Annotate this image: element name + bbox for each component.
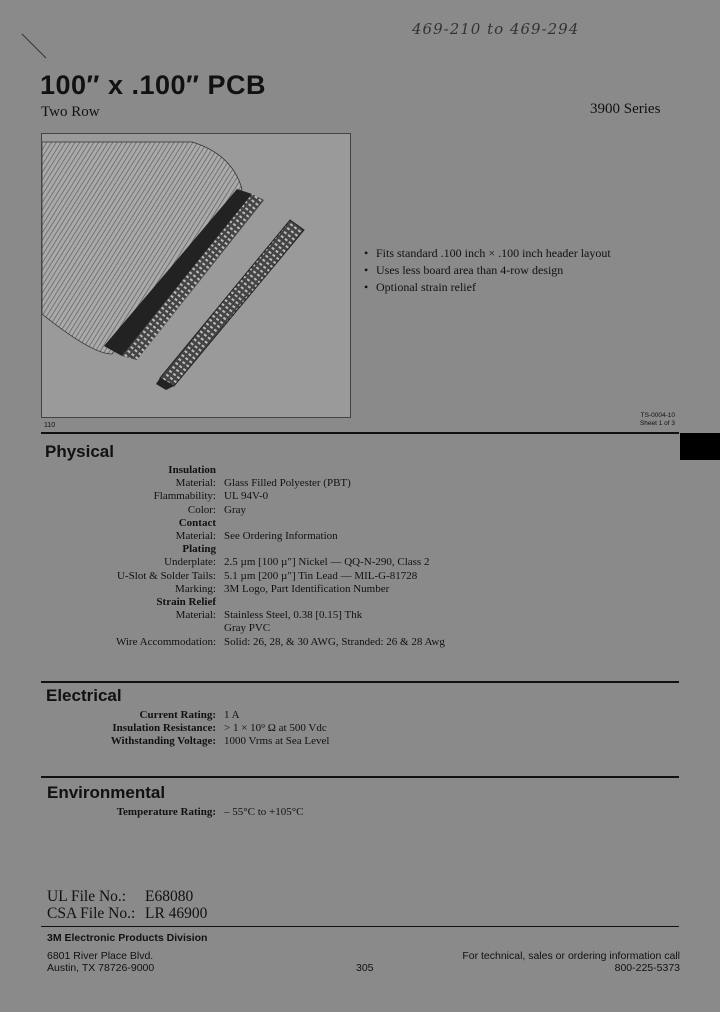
spec-label xyxy=(60,622,224,635)
spec-label: Wire Accommodation: xyxy=(115,635,216,648)
spec-label: Underplate: xyxy=(164,556,216,569)
spec-label: Insulation Resistance: xyxy=(112,722,216,735)
spec-row xyxy=(60,490,445,503)
environmental-heading: Environmental xyxy=(47,783,166,802)
spec-row xyxy=(60,570,445,583)
spec-group-heading: Contact xyxy=(178,516,216,529)
spec-value: 1000 Vrms at Sea Level xyxy=(224,735,330,748)
environmental-spec-table xyxy=(60,806,303,819)
spec-value xyxy=(224,517,445,530)
contact-phone: 800-225-5373 xyxy=(614,962,680,974)
spec-value: Stainless Steel, 0.38 [0.15] Thk xyxy=(224,609,363,622)
spec-label: Current Rating: xyxy=(139,709,216,721)
spec-label: Material: xyxy=(175,477,216,490)
spec-row xyxy=(60,636,445,649)
handwritten-note: 469-210 to 469-294 xyxy=(412,20,580,38)
spec-row xyxy=(60,806,303,819)
series-label: 3900 Series xyxy=(590,101,661,117)
spec-value: 2.5 µm [100 µ″] Nickel — QQ-N-290, Class 2 xyxy=(224,556,430,569)
spec-value: See Ordering Information xyxy=(224,530,338,543)
spec-label: Marking: xyxy=(175,582,216,595)
ul-file-value: E68080 xyxy=(145,888,194,905)
contact-text: For technical, sales or ordering information call xyxy=(462,950,680,962)
spec-row xyxy=(60,517,445,530)
electrical-heading: Electrical xyxy=(46,686,122,705)
page-subtitle: Two Row xyxy=(41,104,100,120)
feature-item: • Optional strain relief xyxy=(364,280,476,294)
spec-value: UL 94V-0 xyxy=(224,490,269,503)
ul-file-label: UL File No.: xyxy=(47,888,127,905)
section-rule xyxy=(41,776,679,778)
spec-value: Glass Filled Polyester (PBT) xyxy=(224,477,351,490)
spec-value xyxy=(224,543,445,556)
page-title: 100″ x .100″ PCB xyxy=(40,70,266,100)
spec-label: Material: xyxy=(175,530,216,543)
physical-spec-table xyxy=(60,464,445,649)
physical-heading: Physical xyxy=(45,442,114,461)
spec-label: Withstanding Voltage: xyxy=(110,735,216,748)
spec-value: > 1 × 10⁹ Ω at 500 Vdc xyxy=(224,722,327,735)
spec-group-heading: Insulation xyxy=(168,464,216,476)
spec-row xyxy=(60,530,445,543)
spec-row xyxy=(60,464,445,477)
spec-value: 5.1 µm [200 µ″] Tin Lead — MIL-G-81728 xyxy=(224,569,418,582)
spec-value: Solid: 26, 28, & 30 AWG, Stranded: 26 & 28 Awg xyxy=(224,635,445,648)
figure-number: 110 xyxy=(44,422,56,429)
footer-rule xyxy=(41,926,679,927)
bullet-icon: • xyxy=(364,280,369,294)
ts-reference xyxy=(640,412,675,428)
section-rule xyxy=(41,432,679,434)
spec-value: – 55°C to +105°C xyxy=(224,806,304,818)
feature-item: • Fits standard .100 inch × .100 inch header layout xyxy=(364,246,611,260)
spec-row xyxy=(60,722,329,735)
page-number: 305 xyxy=(356,962,374,974)
spec-value: Gray xyxy=(224,503,246,516)
csa-file-label: CSA File No.: xyxy=(47,905,136,922)
spec-row xyxy=(60,735,329,748)
spec-label: Flammability: xyxy=(153,490,216,503)
section-tab xyxy=(680,433,720,460)
csa-file-value: LR 46900 xyxy=(145,905,208,922)
spec-label: U-Slot & Solder Tails: xyxy=(117,569,216,582)
address-line-2: Austin, TX 78726-9000 xyxy=(47,962,155,974)
spec-value xyxy=(224,464,445,477)
product-photo xyxy=(41,133,351,418)
bullet-icon: • xyxy=(364,263,369,277)
spec-label: Temperature Rating: xyxy=(116,806,216,818)
spec-row xyxy=(60,583,445,596)
spec-value: Gray PVC xyxy=(224,622,271,635)
spec-row xyxy=(60,504,445,517)
spec-group-heading: Plating xyxy=(182,543,216,556)
file-numbers xyxy=(47,888,207,922)
spec-value: 3M Logo, Part Identification Number xyxy=(224,582,390,595)
division-name: 3M Electronic Products Division xyxy=(47,932,208,944)
electrical-spec-table xyxy=(60,709,329,749)
spec-row xyxy=(60,596,445,609)
spec-row xyxy=(60,622,445,635)
spec-label: Material: xyxy=(175,609,216,622)
spec-label: Color: xyxy=(187,503,216,516)
section-rule xyxy=(41,681,679,683)
ts-number: TS-0004-10 xyxy=(640,412,675,419)
spec-row xyxy=(60,609,445,622)
spec-value xyxy=(224,596,445,609)
bullet-icon: • xyxy=(364,246,369,260)
pen-mark xyxy=(20,32,50,62)
spec-row xyxy=(60,709,329,722)
spec-group-heading: Strain Relief xyxy=(156,596,216,609)
address-line-1: 6801 River Place Blvd. xyxy=(47,950,154,962)
spec-value: 1 A xyxy=(224,709,240,721)
feature-item: • Uses less board area than 4-row design xyxy=(364,263,564,277)
spec-row xyxy=(60,477,445,490)
sheet-number: Sheet 1 of 3 xyxy=(639,420,675,427)
spec-row xyxy=(60,556,445,569)
feature-list xyxy=(364,245,611,296)
spec-row xyxy=(60,543,445,556)
